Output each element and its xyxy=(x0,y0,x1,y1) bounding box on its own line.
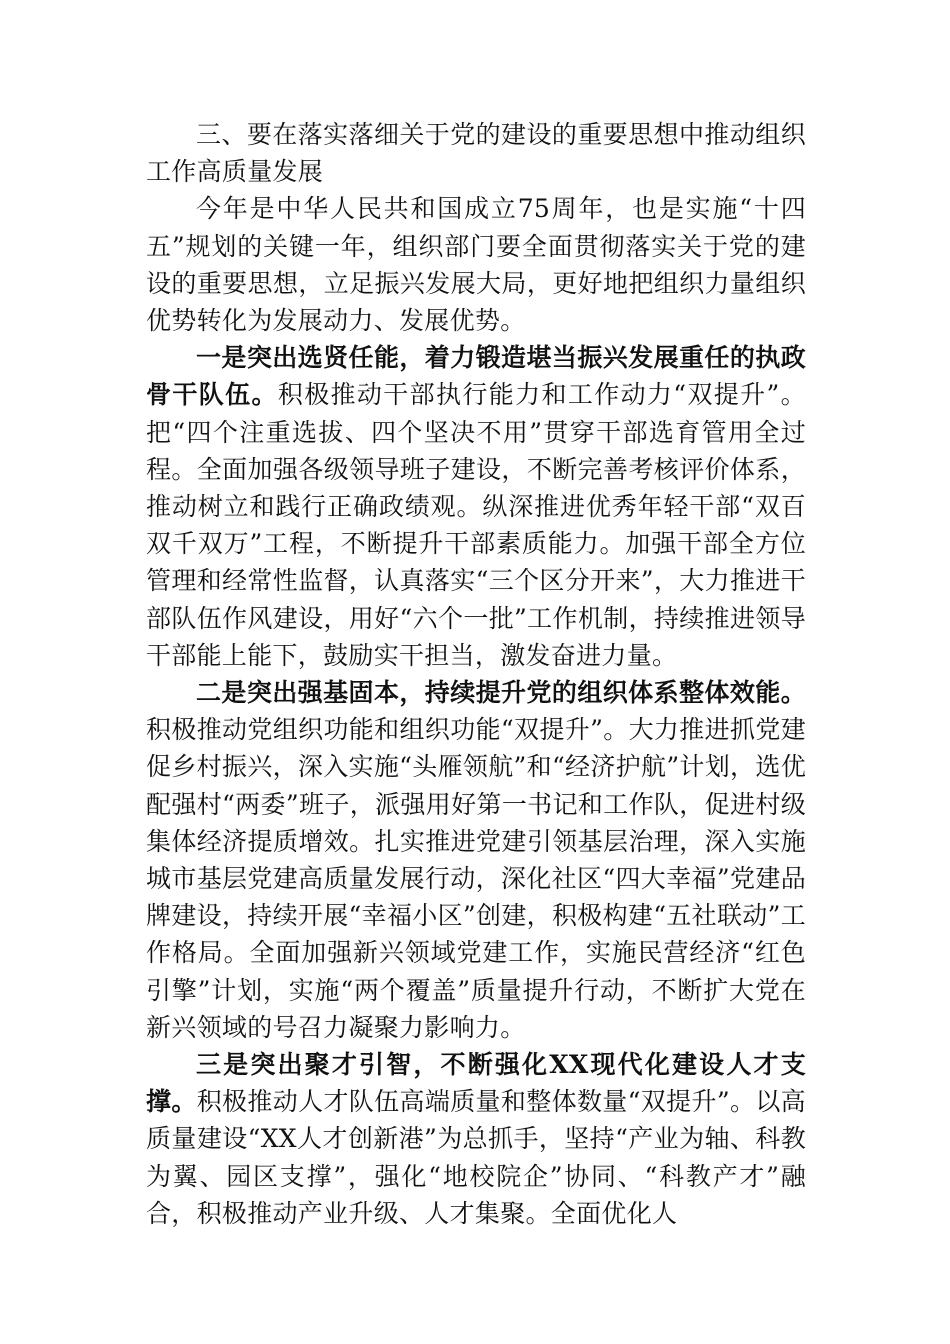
point-1-body: 积极推动干部执行能力和工作动力“双提升”。把“四个注重选拔、四个坚决不用”贯穿干部选育管用全过程。全面加强各级领导班子建设，不断完善考核评价体系，推动树立和践行正确政绩观。纵深推进优秀年轻干部“双百双千双万”工程，不断提升干部素质能力。加强干部全方位管理和经常性监督，认真落实“三个区分开来”，大力推进干部队伍作风建设，用好“六个一批”工作机制，持续推进领导干部能上能下，鼓励实干担当，激发奋进力量。 xyxy=(146,380,806,670)
point-2-body: 积极推动党组织功能和组织功能“双提升”。大力推进抓党建促乡村振兴，深入实施“头雁领航”和“经济护航”计划，选优配强村“两委”班子，派强用好第一书记和工作队，促进村级集体经济提质增效。扎实推进党建引领基层治理，深入实施城市基层党建高质量发展行动，深化社区“四大幸福”党建品牌建设，持续开展“幸福小区”创建，积极构建“五社联动”工作格局。全面加强新兴领域党建工作，实施民营经济“红色引擎”计划，实施“两个覆盖”质量提升行动，不断扩大党在新兴领域的号召力凝聚力影响力。 xyxy=(146,715,806,1042)
paragraph-point-2 xyxy=(146,674,806,1046)
point-3-body: 积极推动人才队伍高端质量和整体数量“双提升”。以高质量建设“XX人才创新港”为总抓手，坚持“产业为轴、科教为翼、园区支撑”，强化“地校院企”协同、“科教产才”融合，积极推动产业升级、人才集聚。全面优化人 xyxy=(146,1087,806,1228)
point-3-lead: 三是突出聚才引智，不断强化XX现代化建设人才支撑。 xyxy=(146,1050,806,1117)
point-1-lead: 一是突出选贤任能，着力锻造堪当振兴发展重任的执政骨干队伍。 xyxy=(146,343,806,410)
paragraph-point-1 xyxy=(146,339,806,674)
document-page xyxy=(146,116,806,1232)
point-2-lead: 二是突出强基固本，持续提升党的组织体系整体效能。 xyxy=(196,678,806,708)
section-heading: 三、要在落实落细关于党的建设的重要思想中推动组织工作高质量发展 xyxy=(146,120,806,187)
paragraph-point-3 xyxy=(146,1046,806,1232)
intro-paragraph: 今年是中华人民共和国成立75周年，也是实施“十四五”规划的关键一年，组织部门要全面贯彻落实关于党的建设的重要思想，立足振兴发展大局，更好地把组织力量组织优势转化为发展动力、发展优势。 xyxy=(146,194,806,336)
